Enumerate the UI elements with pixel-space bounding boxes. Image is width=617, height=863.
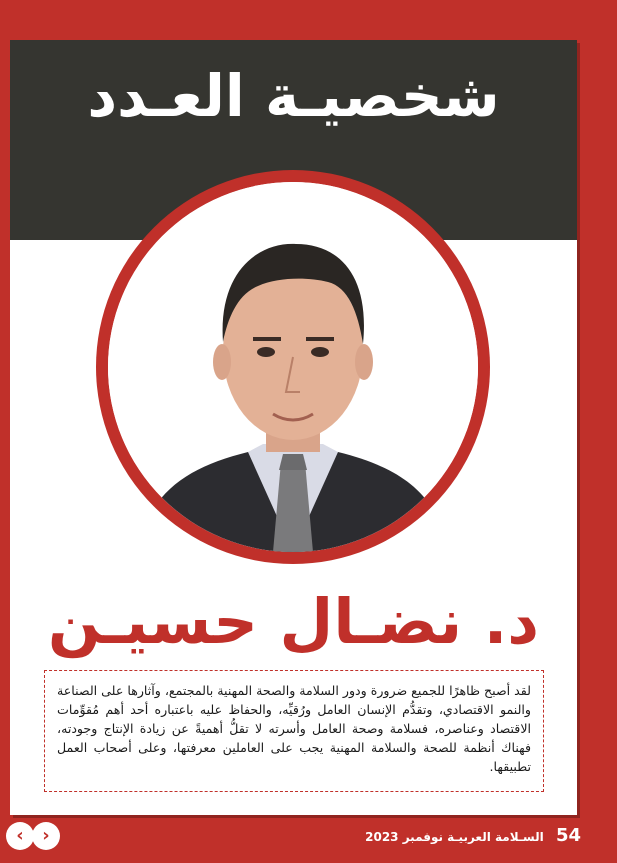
page-number: 54 [555, 825, 581, 846]
magazine-issue: السـلامة العربيـة نوفمبر 2023 [365, 830, 544, 844]
prev-page-arrow-icon[interactable]: ‹ [6, 822, 34, 850]
quote-box [44, 670, 544, 792]
page-footer [365, 826, 581, 847]
page-navigation [6, 822, 66, 852]
person-name: د. نضـال حسيـن [47, 585, 540, 658]
portrait-photo [108, 182, 478, 552]
person-photo-illustration [108, 182, 478, 552]
quote-text: لقد أصبح ظاهرًا للجميع ضرورة ودور السلامة والصحة المهنية بالمجتمع، وآثارها على الصناعة والنمو الاقتصادي، وتقدُّم الإنسان العامل ورُقيِّه، والحفاظ عليه باعتباره أحد أهم مُقوِّمات الاقتصاد وعناصره، فسلامة وصحة العامل وأسرته لا تقلُّ أهميةً عن زيادة الإنتاج وجودته، فهناك أنظمة للصحة والسلامة المهنية يجب على العاملين معرفتها، وعلى أصحاب العمل تطبيقها. [57, 683, 531, 774]
next-page-arrow-icon[interactable]: › [32, 822, 60, 850]
section-title: شخصيـة العـدد [87, 62, 500, 130]
page-card [10, 40, 577, 815]
portrait-frame [96, 170, 490, 564]
